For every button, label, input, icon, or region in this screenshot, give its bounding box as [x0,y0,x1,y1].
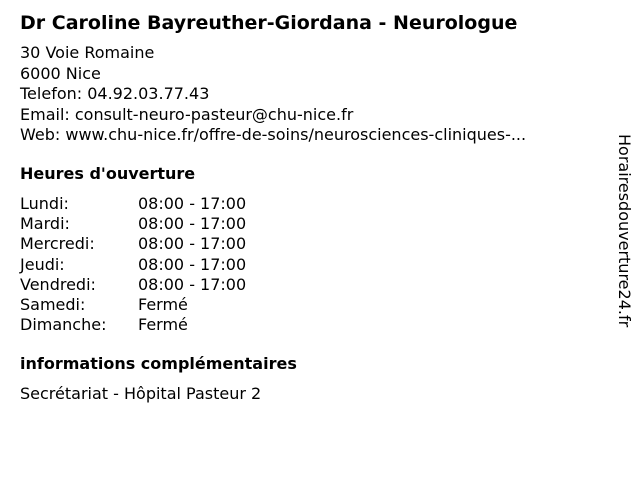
hours-row-wednesday [20,234,246,254]
day-label: Vendredi: [20,274,96,294]
day-label: Mardi: [20,214,70,234]
hours-row-sunday [20,315,246,335]
hours-row-thursday [20,255,246,275]
time-value: 08:00 - 17:00 [138,194,247,213]
day-label: Mercredi: [20,234,95,254]
hours-heading: Heures d'ouverture [20,164,196,183]
website-link[interactable]: Web: www.chu-nice.fr/offre-de-soins/neurosciences-cliniques-... [20,125,527,144]
day-label: Lundi: [20,194,69,213]
site-watermark: Horairesdouverture24.fr [615,134,634,328]
info-heading: informations complémentaires [20,354,297,373]
hours-row-tuesday [20,214,246,234]
day-label: Jeudi: [20,254,65,274]
contact-block [20,43,526,146]
address-city: 6000 Nice [20,63,101,83]
page-title: Dr Caroline Bayreuther-Giordana - Neurologue [20,12,518,34]
day-label: Samedi: [20,295,86,315]
hours-row-saturday [20,295,246,315]
time-value: Fermé [138,315,188,335]
opening-hours-table [20,194,246,335]
time-value: 08:00 - 17:00 [138,214,247,234]
hours-row-friday [20,275,246,295]
time-value: 08:00 - 17:00 [138,254,247,274]
time-value: Fermé [138,295,188,315]
address-street: 30 Voie Romaine [20,43,155,62]
info-text: Secrétariat - Hôpital Pasteur 2 [20,384,262,403]
time-value: 08:00 - 17:00 [138,274,247,294]
time-value: 08:00 - 17:00 [138,234,247,254]
phone-number: Telefon: 04.92.03.77.43 [20,84,210,103]
day-label: Dimanche: [20,315,107,335]
hours-row-monday [20,194,246,214]
email-address: Email: consult-neuro-pasteur@chu-nice.fr [20,104,354,124]
